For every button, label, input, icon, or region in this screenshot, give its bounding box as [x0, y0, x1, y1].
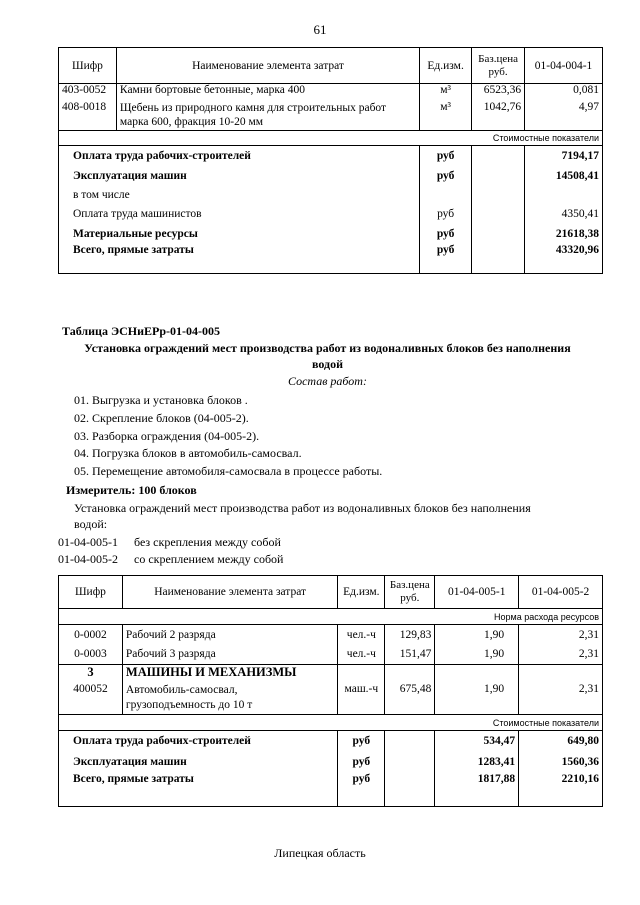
work-item: 01. Выгрузка и установка блоков . — [74, 393, 248, 407]
page-number: 61 — [313, 22, 327, 37]
row-unit: чел.-ч — [338, 625, 385, 645]
row-code: 0-0003 — [59, 645, 123, 665]
col-header-unit: Ед.изм. — [420, 48, 472, 84]
cost-name: Эксплуатация машин — [59, 166, 420, 186]
cost-unit: руб — [338, 731, 385, 752]
table-row — [59, 625, 603, 645]
cost-value-1: 14508,41 — [525, 166, 603, 186]
group-code: 3 — [59, 665, 123, 683]
cost-name: в том числе — [59, 186, 420, 204]
row-name: Рабочий 3 разряда — [122, 645, 337, 665]
row-code: 0-0002 — [59, 625, 123, 645]
row-name-line-2: грузоподъемность до 10 т — [125, 698, 253, 711]
variant-description: со скреплением между собой — [134, 552, 284, 566]
cost-header-row — [59, 715, 603, 731]
resource-table-2 — [58, 575, 603, 807]
row-value-2: 2,31 — [519, 645, 603, 665]
resource-table-1 — [58, 47, 603, 274]
cost-row — [59, 186, 603, 204]
cost-unit: руб — [420, 146, 472, 166]
group-row — [59, 665, 603, 683]
col-header-price: Баз.цена руб. — [472, 48, 525, 84]
cost-unit: руб — [420, 204, 472, 224]
cost-row — [59, 244, 603, 274]
cost-header: Стоимостные показатели — [59, 715, 603, 731]
cost-name: Всего, прямые затраты — [59, 773, 338, 807]
cost-value-1: 43320,96 — [525, 244, 603, 274]
cost-header: Стоимостные показатели — [59, 131, 603, 146]
cost-name: Материальные ресурсы — [59, 224, 420, 244]
table-header-row — [59, 48, 603, 84]
row-name: Камни бортовые бетонные, марка 400 — [116, 84, 419, 101]
row-unit: маш.-ч — [338, 683, 385, 715]
group-name: МАШИНЫ И МЕХАНИЗМЫ — [122, 665, 337, 683]
cost-value-1: 7194,17 — [525, 146, 603, 166]
row-code: 400052 — [59, 683, 123, 715]
row-unit: м³ — [420, 84, 472, 101]
meter-description-line-1: Установка ограждений мест производства работ из водоналивных блоков без наполнения — [74, 501, 531, 515]
cost-name: Всего, прямые затраты — [59, 244, 420, 274]
cost-value-2: 2210,16 — [519, 773, 603, 807]
col-header-variant-1: 01-04-004-1 — [525, 48, 603, 84]
variant-code: 01-04-005-2 — [58, 552, 118, 566]
cost-value-1: 21618,38 — [525, 224, 603, 244]
section-title-line-2: водой — [311, 357, 344, 371]
cost-value-1: 534,47 — [435, 731, 519, 752]
row-code: 403-0052 — [59, 84, 117, 101]
cost-unit: руб — [420, 224, 472, 244]
cost-unit: руб — [338, 752, 385, 773]
cost-value-2: 649,80 — [519, 731, 603, 752]
section-title-line-1: Установка ограждений мест производства работ из водоналивных блоков без наполнения — [84, 341, 571, 355]
table-row — [59, 84, 603, 101]
meter-label: Измеритель: 100 блоков — [66, 483, 197, 497]
cost-value-1: 1283,41 — [435, 752, 519, 773]
cost-header-row — [59, 131, 603, 146]
cost-name: Оплата труда машинистов — [59, 204, 420, 224]
row-price: 6523,36 — [472, 84, 525, 101]
cost-value-2: 1560,36 — [519, 752, 603, 773]
row-value-1: 1,90 — [435, 683, 519, 715]
row-name-line-1: Автомобиль-самосвал, — [125, 683, 238, 696]
row-code: 408-0018 — [59, 101, 117, 131]
meter-description-line-2: водой: — [74, 517, 108, 531]
table-row — [59, 645, 603, 665]
row-price: 675,48 — [385, 683, 435, 715]
row-value-1: 1,90 — [435, 645, 519, 665]
cost-row — [59, 204, 603, 224]
norm-header-row — [59, 609, 603, 625]
norm-header: Норма расхода ресурсов — [59, 609, 603, 625]
cost-row — [59, 146, 603, 166]
row-price: 151,47 — [385, 645, 435, 665]
cost-name: Эксплуатация машин — [59, 752, 338, 773]
cost-unit: руб — [420, 166, 472, 186]
row-unit: чел.-ч — [338, 645, 385, 665]
col-header-variant-2: 01-04-005-2 — [519, 576, 603, 609]
cost-value-1: 4350,41 — [525, 204, 603, 224]
cost-row — [59, 731, 603, 752]
col-header-name: Наименование элемента затрат — [122, 576, 337, 609]
work-item: 03. Разборка ограждения (04-005-2). — [74, 429, 260, 443]
cost-name: Оплата труда рабочих-строителей — [59, 731, 338, 752]
table-row — [59, 101, 603, 131]
col-header-name: Наименование элемента затрат — [116, 48, 419, 84]
cost-unit: руб — [420, 244, 472, 274]
row-unit: м³ — [420, 101, 472, 131]
page-footer: Липецкая область — [274, 846, 366, 860]
work-item: 02. Скрепление блоков (04-005-2). — [74, 411, 249, 425]
table-label: Таблица ЭСНиЕРр-01-04-005 — [62, 324, 221, 338]
row-price: 1042,76 — [472, 101, 525, 131]
row-value-2: 2,31 — [519, 625, 603, 645]
cost-row — [59, 224, 603, 244]
row-value-1: 1,90 — [435, 625, 519, 645]
cost-value-1: 1817,88 — [435, 773, 519, 807]
col-header-code: Шифр — [59, 576, 123, 609]
col-header-code: Шифр — [59, 48, 117, 84]
variant-description: без скрепления между собой — [134, 535, 281, 549]
row-value-2: 2,31 — [519, 683, 603, 715]
cost-row — [59, 773, 603, 807]
work-item: 04. Погрузка блоков в автомобиль-самосвал. — [74, 446, 302, 460]
table-header-row — [59, 576, 603, 609]
cost-row — [59, 166, 603, 186]
row-value-1: 4,97 — [525, 101, 603, 131]
cost-name: Оплата труда рабочих-строителей — [59, 146, 420, 166]
col-header-variant-1: 01-04-005-1 — [435, 576, 519, 609]
row-price: 129,83 — [385, 625, 435, 645]
row-name — [122, 683, 337, 715]
composition-label: Состав работ: — [288, 374, 367, 388]
row-name: Щебень из природного камня для строительных работ марка 600, фракция 10-20 мм — [116, 101, 419, 131]
row-name: Рабочий 2 разряда — [122, 625, 337, 645]
col-header-unit: Ед.изм. — [338, 576, 385, 609]
cost-unit: руб — [338, 773, 385, 807]
table-row — [59, 683, 603, 715]
row-value-1: 0,081 — [525, 84, 603, 101]
variant-code: 01-04-005-1 — [58, 535, 118, 549]
work-item: 05. Перемещение автомобиля-самосвала в процессе работы. — [74, 464, 383, 478]
cost-row — [59, 752, 603, 773]
col-header-price: Баз.цена руб. — [385, 576, 435, 609]
